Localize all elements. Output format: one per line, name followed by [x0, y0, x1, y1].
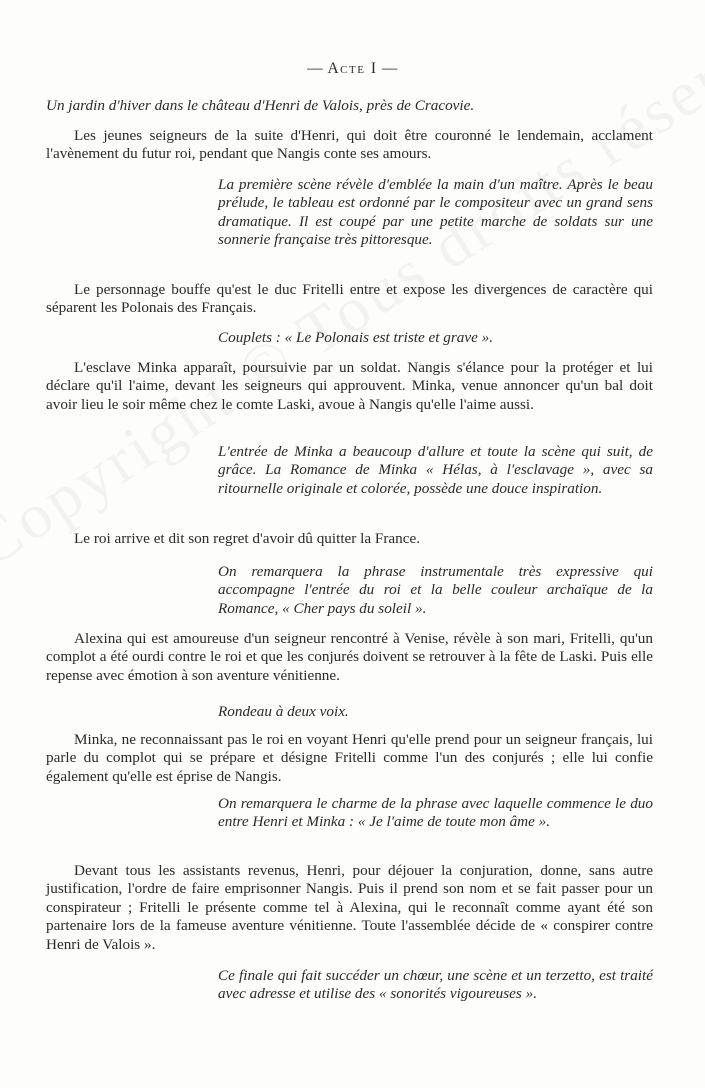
- commentary-4: On remarquera la phrase instrumentale très expressive qui accompagne l'entrée du roi et la belle couleur archaïque de la Romance, « Cher pays du soleil ».: [218, 563, 653, 617]
- act-title: [0, 60, 705, 78]
- setting-line: Un jardin d'hiver dans le château d'Henri de Valois, près de Cracovie.: [46, 97, 475, 114]
- act-title-text: Acte I: [327, 60, 378, 77]
- paragraph-1: Les jeunes seigneurs de la suite d'Henri, qui doit être couronné le lendemain, acclament l'avènement du futur roi, pendant que Nangis conte ses amours.: [46, 127, 653, 163]
- commentary-6: On remarquera le charme de la phrase avec laquelle commence le duo entre Henri et Minka : « Je l'aime de toute mon âme ».: [218, 795, 653, 831]
- paragraph-3: L'esclave Minka apparaît, poursuivie par un soldat. Nangis s'élance pour la protéger et lui déclare qu'il l'aime, devant les seigneurs qui approuvent. Minka, venue annoncer qu'un bal doit avoir lieu le soir même chez le comte Laski, avoue à Nangis qu'elle l'aime aussi.: [46, 359, 653, 413]
- paragraph-6: Minka, ne reconnaissant pas le roi en voyant Henri qu'elle prend pour un seigneur français, lui parle du complot qui se prépare et désigne Fritelli comme l'un des conjurés ; elle lui confie également qu'elle est éprise de Nangis.: [46, 731, 653, 785]
- commentary-7: Ce finale qui fait succéder un chœur, une scène et un terzetto, est traité avec adresse et utilise des « sonorités vigoureuses ».: [218, 967, 653, 1003]
- commentary-5: Rondeau à deux voix.: [218, 703, 349, 720]
- title-dash-left: —: [307, 60, 324, 77]
- paragraph-2: Le personnage bouffe qu'est le duc Fritelli entre et expose les divergences de caractère qui séparent les Polonais des Français.: [46, 281, 653, 317]
- commentary-1: La première scène révèle d'emblée la main d'un maître. Après le beau prélude, le tableau est ordonné par le compositeur avec un grand sens dramatique. Il est coupé par une petite marche de soldats sur une sonnerie française très pittoresque.: [218, 176, 653, 249]
- paragraph-7: Devant tous les assistants revenus, Henri, pour déjouer la conjuration, donne, sans autre justification, l'ordre de faire emprisonner Nangis. Puis il prend son nom et se fait passer pour un conspirateur ; Fritelli le présente comme tel à Alexina, qui le reconnaît comme ayant été son partenaire lors de la fameuse aventure vénitienne. Toute l'assemblée décide de « conspirer contre Henri de Valois ».: [46, 862, 653, 953]
- paragraph-5: Alexina qui est amoureuse d'un seigneur rencontré à Venise, révèle à son mari, Fritelli, qu'un complot a été ourdi contre le roi et que les conjurés doivent se retrouver à la fête de Laski. Puis elle repense avec émotion à son aventure vénitienne.: [46, 630, 653, 684]
- title-dash-right: —: [381, 60, 398, 77]
- paragraph-4: Le roi arrive et dit son regret d'avoir dû quitter la France.: [74, 530, 421, 547]
- commentary-3: L'entrée de Minka a beaucoup d'allure et toute la scène qui suit, de grâce. La Romance de Minka « Hélas, à l'esclavage », avec sa ritournelle originale et colorée, possède une douce inspiration.: [218, 443, 653, 497]
- commentary-2: Couplets : « Le Polonais est triste et grave ».: [218, 329, 494, 346]
